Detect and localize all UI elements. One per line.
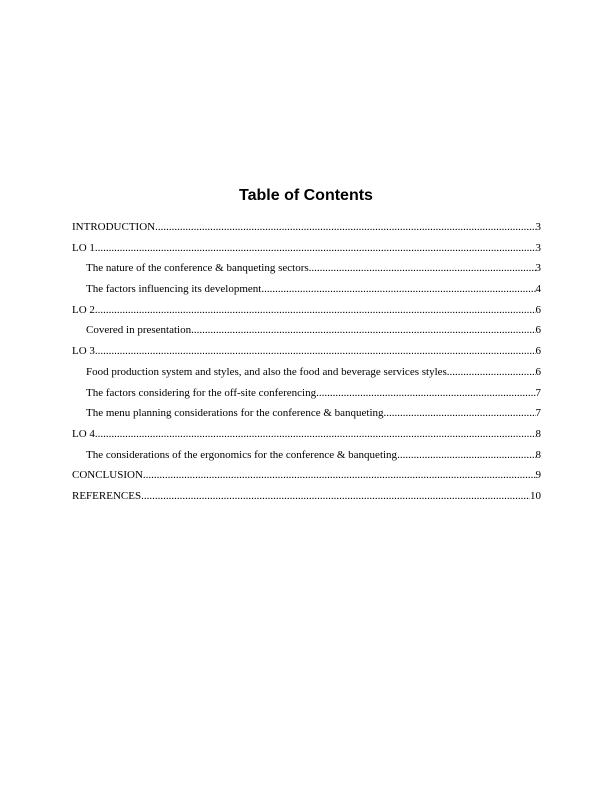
toc-entry[interactable] bbox=[72, 303, 541, 324]
toc-entry-text: CONCLUSION bbox=[72, 469, 143, 482]
toc-entry-text: REFERENCES bbox=[72, 489, 142, 502]
toc-dot-leader bbox=[447, 365, 536, 379]
toc-dot-leader bbox=[155, 220, 535, 234]
toc-entry-text: INTRODUCTION bbox=[72, 221, 156, 233]
toc-list bbox=[72, 220, 541, 510]
toc-dot-leader bbox=[191, 323, 535, 337]
toc-entry-text: The nature of the conference & banqueting sectors bbox=[86, 262, 309, 275]
toc-entry[interactable] bbox=[72, 323, 541, 344]
toc-entry-text: LO 2 bbox=[72, 303, 95, 316]
toc-entry-text: LO 1 bbox=[72, 241, 95, 254]
toc-page-number: 8 bbox=[535, 448, 541, 461]
toc-entry[interactable] bbox=[72, 386, 541, 407]
toc-entry-text: The menu planning considerations for the conference & banqueting bbox=[86, 407, 384, 420]
toc-entry[interactable] bbox=[72, 427, 541, 448]
toc-entry[interactable] bbox=[72, 448, 541, 469]
toc-entry[interactable] bbox=[72, 241, 541, 262]
toc-page-number: 6 bbox=[535, 324, 541, 337]
toc-entry[interactable] bbox=[72, 406, 541, 427]
toc-entry[interactable] bbox=[72, 220, 541, 241]
toc-entry[interactable] bbox=[72, 261, 541, 282]
toc-entry-text: Covered in presentation bbox=[86, 324, 192, 337]
toc-entry[interactable] bbox=[72, 489, 541, 510]
toc-entry[interactable] bbox=[72, 344, 541, 365]
toc-entry-text: LO 3 bbox=[72, 345, 95, 358]
toc-entry[interactable] bbox=[72, 468, 541, 489]
toc-page-number: 6 bbox=[535, 365, 541, 378]
toc-entry-text: The considerations of the ergonomics for the conference & banqueting bbox=[86, 448, 398, 461]
toc-dot-leader bbox=[95, 344, 536, 358]
toc-entry[interactable] bbox=[72, 282, 541, 303]
toc-title: Table of Contents bbox=[239, 187, 373, 204]
toc-dot-leader bbox=[143, 468, 536, 482]
toc-entry[interactable] bbox=[72, 365, 541, 386]
toc-page-number: 6 bbox=[535, 345, 541, 358]
toc-page-number: 3 bbox=[535, 262, 541, 275]
toc-dot-leader bbox=[261, 282, 535, 296]
toc-page-number: 7 bbox=[535, 386, 541, 399]
toc-page-number: 6 bbox=[535, 303, 541, 316]
toc-page-number: 4 bbox=[535, 283, 541, 296]
toc-entry-text: The factors considering for the off-site conferencing bbox=[86, 386, 317, 399]
toc-dot-leader bbox=[95, 241, 536, 255]
toc-dot-leader bbox=[95, 303, 536, 317]
toc-dot-leader bbox=[397, 448, 535, 462]
toc-page-number: 8 bbox=[535, 427, 541, 440]
toc-dot-leader bbox=[95, 427, 536, 441]
toc-dot-leader bbox=[309, 261, 536, 275]
toc-entry-text: The factors influencing its development bbox=[86, 283, 262, 296]
toc-dot-leader bbox=[384, 406, 536, 420]
toc-entry-text: LO 4 bbox=[72, 427, 95, 440]
toc-page-number: 3 bbox=[535, 221, 541, 233]
toc-dot-leader bbox=[316, 386, 535, 400]
toc-page-number: 3 bbox=[535, 241, 541, 254]
toc-page-number: 10 bbox=[530, 489, 541, 502]
toc-entry-text: Food production system and styles, and also the food and beverage services styles bbox=[86, 365, 447, 378]
toc-page-number: 7 bbox=[535, 407, 541, 420]
toc-dot-leader bbox=[141, 489, 530, 503]
toc-page-number: 9 bbox=[535, 469, 541, 482]
